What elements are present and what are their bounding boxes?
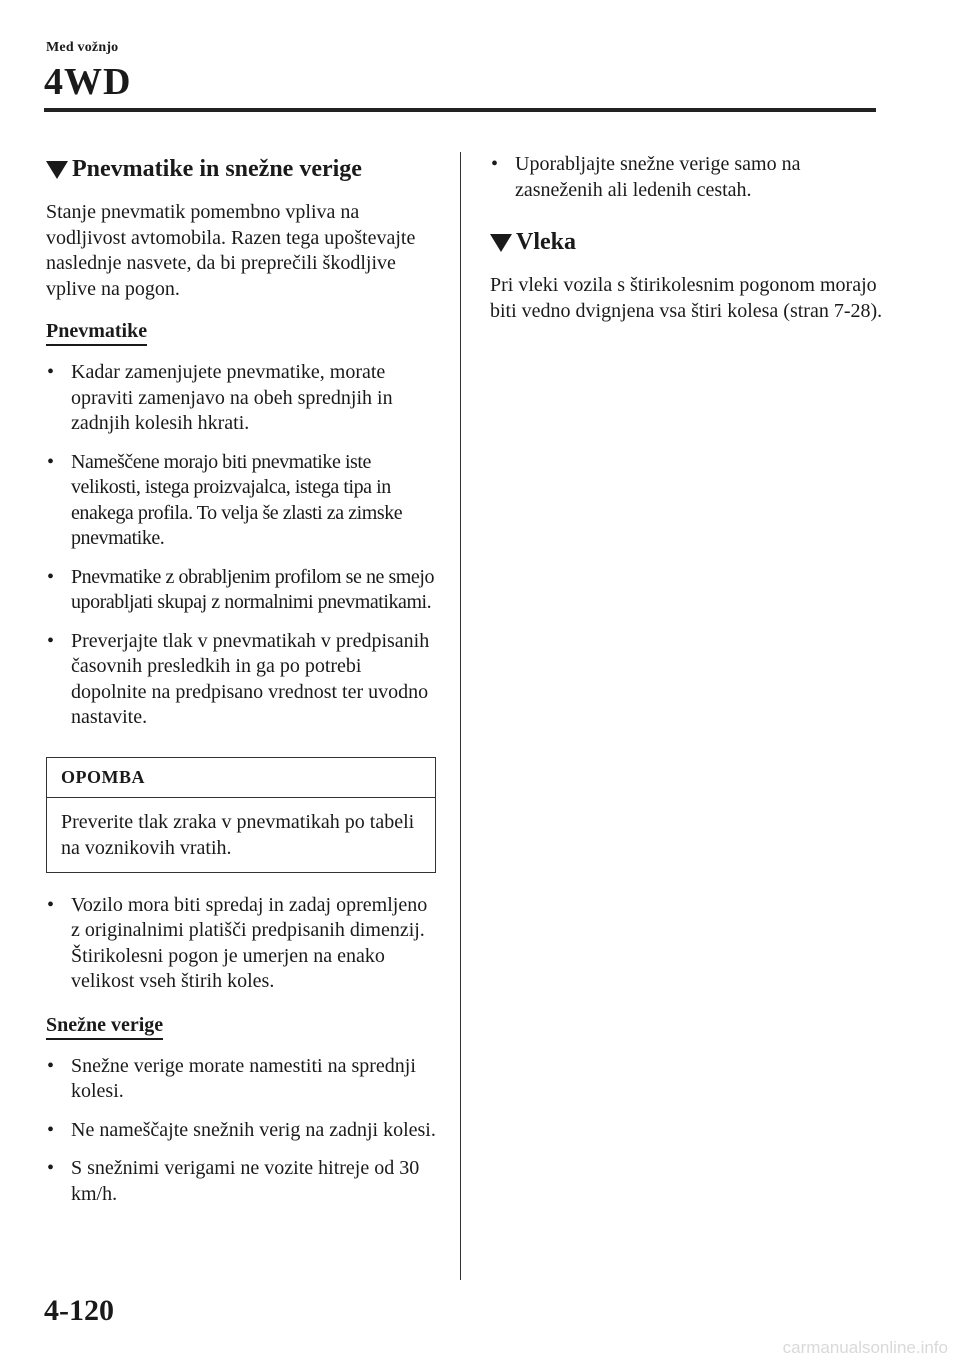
list-item: [46, 1054, 436, 1105]
list-item-text: Nameščene morajo biti pnevmatike iste velikosti, istega proizvajalca, istega tipa in enakega profila. To velja še zlasti za zimske pnevmatike.: [71, 450, 403, 549]
subheading-snow-chains: Snežne verige: [46, 1012, 163, 1040]
header-rule: [44, 108, 876, 112]
list-item-text: Pnevmatike z obrabljenim profilom se ne smejo uporabljati skupaj z normalnimi pnevmatikami.: [71, 565, 434, 613]
towing-paragraph: Pri vleki vozila s štirikolesnim pogonom morajo biti vedno dvignjena vsa štiri kolesa (stran 7-28).: [490, 274, 883, 322]
triangle-down-icon: [46, 161, 68, 179]
bullet-icon: •: [47, 893, 55, 916]
list-item: [46, 629, 436, 731]
left-column: [46, 152, 436, 1220]
list-item: [46, 1118, 436, 1144]
triangle-down-icon: [490, 234, 512, 252]
list-item-text: S snežnimi verigami ne vozite hitreje od 30 km/h.: [71, 1157, 420, 1205]
bullet-icon: •: [47, 565, 54, 588]
list-item: [46, 450, 436, 552]
section-heading-text: Vleka: [516, 229, 576, 255]
bullet-icon: •: [47, 629, 55, 652]
snow-chains-list-continued: [490, 152, 890, 203]
subheading-tires: Pnevmatike: [46, 318, 147, 346]
tires-list-continued: [46, 893, 436, 995]
note-title: OPOMBA: [47, 758, 435, 798]
section-label: Med vožnjo: [46, 40, 119, 55]
list-item-text: Preverjajte tlak v pnevmatikah v predpisanih časovnih presledkih in ga po potrebi dopolnite na predpisano vrednost ter uvodno nastavite.: [71, 629, 430, 728]
chapter-title: 4WD: [44, 61, 132, 103]
list-item-text: Kadar zamenjujete pnevmatike, morate opraviti zamenjavo na obeh sprednjih in zadnjih kolesih hkrati.: [71, 361, 393, 434]
list-item-text: Vozilo mora biti spredaj in zadaj opremljeno z originalnimi platišči predpisanih dimenzij. Štirikolesni pogon je umerjen na enako velikost vseh štirih koles.: [71, 893, 428, 992]
list-item-text: Snežne verige morate namestiti na sprednji kolesi.: [71, 1054, 416, 1102]
watermark: carmanualsonline.info: [782, 1338, 948, 1357]
bullet-icon: •: [47, 1054, 55, 1077]
right-column: [490, 152, 890, 336]
page-number: 4-120: [44, 1294, 114, 1327]
tires-list: [46, 360, 436, 731]
list-item: [490, 152, 890, 203]
bullet-icon: •: [47, 450, 54, 473]
list-item-text: Uporabljajte snežne verige samo na zasneženih ali ledenih cestah.: [515, 153, 801, 201]
section-heading-tires-chains: [46, 152, 436, 186]
bullet-icon: •: [47, 1157, 55, 1179]
section-heading-text: Pnevmatike in snežne verige: [72, 156, 362, 182]
list-item: [46, 565, 436, 616]
list-item-text: Ne nameščajte snežnih verig na zadnji kolesi.: [71, 1118, 436, 1141]
list-item: [46, 1156, 436, 1207]
bullet-icon: •: [47, 1118, 55, 1141]
snow-chains-list: [46, 1054, 436, 1208]
intro-paragraph: Stanje pnevmatik pomembno vpliva na vodljivost avtomobila. Razen tega upoštevajte naslednje nasvete, da bi preprečili škodljive vplive na pogon.: [46, 201, 416, 300]
section-heading-towing: [490, 225, 890, 259]
list-item: [46, 360, 436, 437]
bullet-icon: •: [47, 361, 55, 383]
note-box: [46, 757, 436, 873]
note-text: Preverite tlak zraka v pnevmatikah po tabeli na voznikovih vratih.: [61, 810, 415, 859]
bullet-icon: •: [491, 153, 499, 175]
list-item: [46, 893, 436, 995]
column-divider: [460, 152, 461, 1280]
